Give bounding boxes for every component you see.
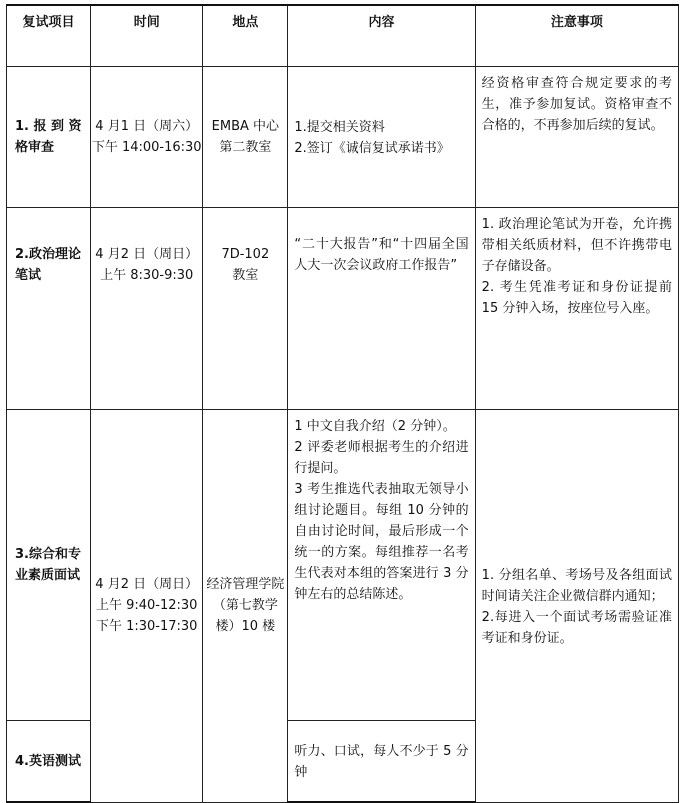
row2-note-2: 2. 考生凭准考证和身份证提前 15 分钟入场，按座位号入座。 [481,280,672,316]
row1-content [288,67,475,208]
row3-content-2: 2 评委老师根据考生的介绍进行提问。 [294,440,469,476]
row3-place: 经济管理学院（第七教学楼）10 楼 [203,410,288,803]
row3-note-2: 2.每进入一个面试考场需验证准考证和身份证。 [481,609,672,646]
row2-note-1: 1. 政治理论笔试为开卷，允许携带相关纸质材料，但不许携带电子存储设备。 [481,217,672,274]
row2-time-range: 上午 8:30-9:30 [100,268,194,283]
row3-item: 3.综合和专业素质面试 [7,410,91,721]
table-row [7,410,679,721]
retest-schedule-table [6,4,679,803]
header-notes: 注意事项 [475,5,678,67]
header-item: 复试项目 [7,5,91,67]
row1-place-line2: 第二教室 [219,140,272,155]
row3-notes [475,410,678,803]
row3-note-1: 1. 分组名单、考场号及各组面试时间请关注企业微信群内通知； [481,567,672,604]
row1-place [203,67,288,208]
row1-content-line1: 1.提交相关资料 [294,120,385,135]
row2-place-line1: 7D-102 [221,247,270,262]
row3-time-date: 4 月2 日（周日） [95,577,199,593]
row3-content-1: 1 中文自我介绍（2 分钟）。 [294,419,456,434]
row1-time [91,67,203,208]
row3-time-afternoon: 下午 1:30-17:30 [95,619,198,635]
row1-notes: 经资格审查符合规定要求的考生，准予参加复试。资格审查不合格的，不再参加后续的复试。 [475,67,678,208]
header-content: 内容 [288,5,475,67]
header-place: 地点 [203,5,288,67]
row1-place-line1: EMBA 中心 [211,119,280,134]
row1-time-range: 下午 14:00-16:30 [91,140,202,155]
row2-place [203,208,288,410]
row3-time-morning: 上午 9:40-12:30 [95,598,198,614]
row4-content: 听力、口试，每人不少于 5 分钟 [288,721,475,803]
row2-content: “二十大报告”和“十四届全国人大一次会议政府工作报告” [288,208,475,410]
row2-notes [475,208,678,410]
row1-content-line2: 2.签订《诚信复试承诺书》 [294,141,450,156]
row1-time-date: 4 月1 日（周六） [95,119,199,134]
row3-content [288,410,475,721]
row2-time [91,208,203,410]
table-row [7,67,679,208]
row3-content-3: 3 考生推选代表抽取无领导小组讨论题目。每组 10 分钟的自由讨论时间，最后形成一个统一的方案。每组推荐一名考生代表对本组的答案进行 3 分钟左右的总结陈述。 [294,482,469,602]
row1-item: 1. 报 到 资格审查 [7,67,91,208]
row2-place-line2: 教室 [232,268,259,283]
table-header-row [7,5,679,67]
row2-time-date: 4 月2 日（周日） [95,247,199,262]
table-row [7,208,679,410]
header-time: 时间 [91,5,203,67]
row2-item: 2.政治理论笔试 [7,208,91,410]
row4-item: 4.英语测试 [7,721,91,803]
row3-time [91,410,203,803]
